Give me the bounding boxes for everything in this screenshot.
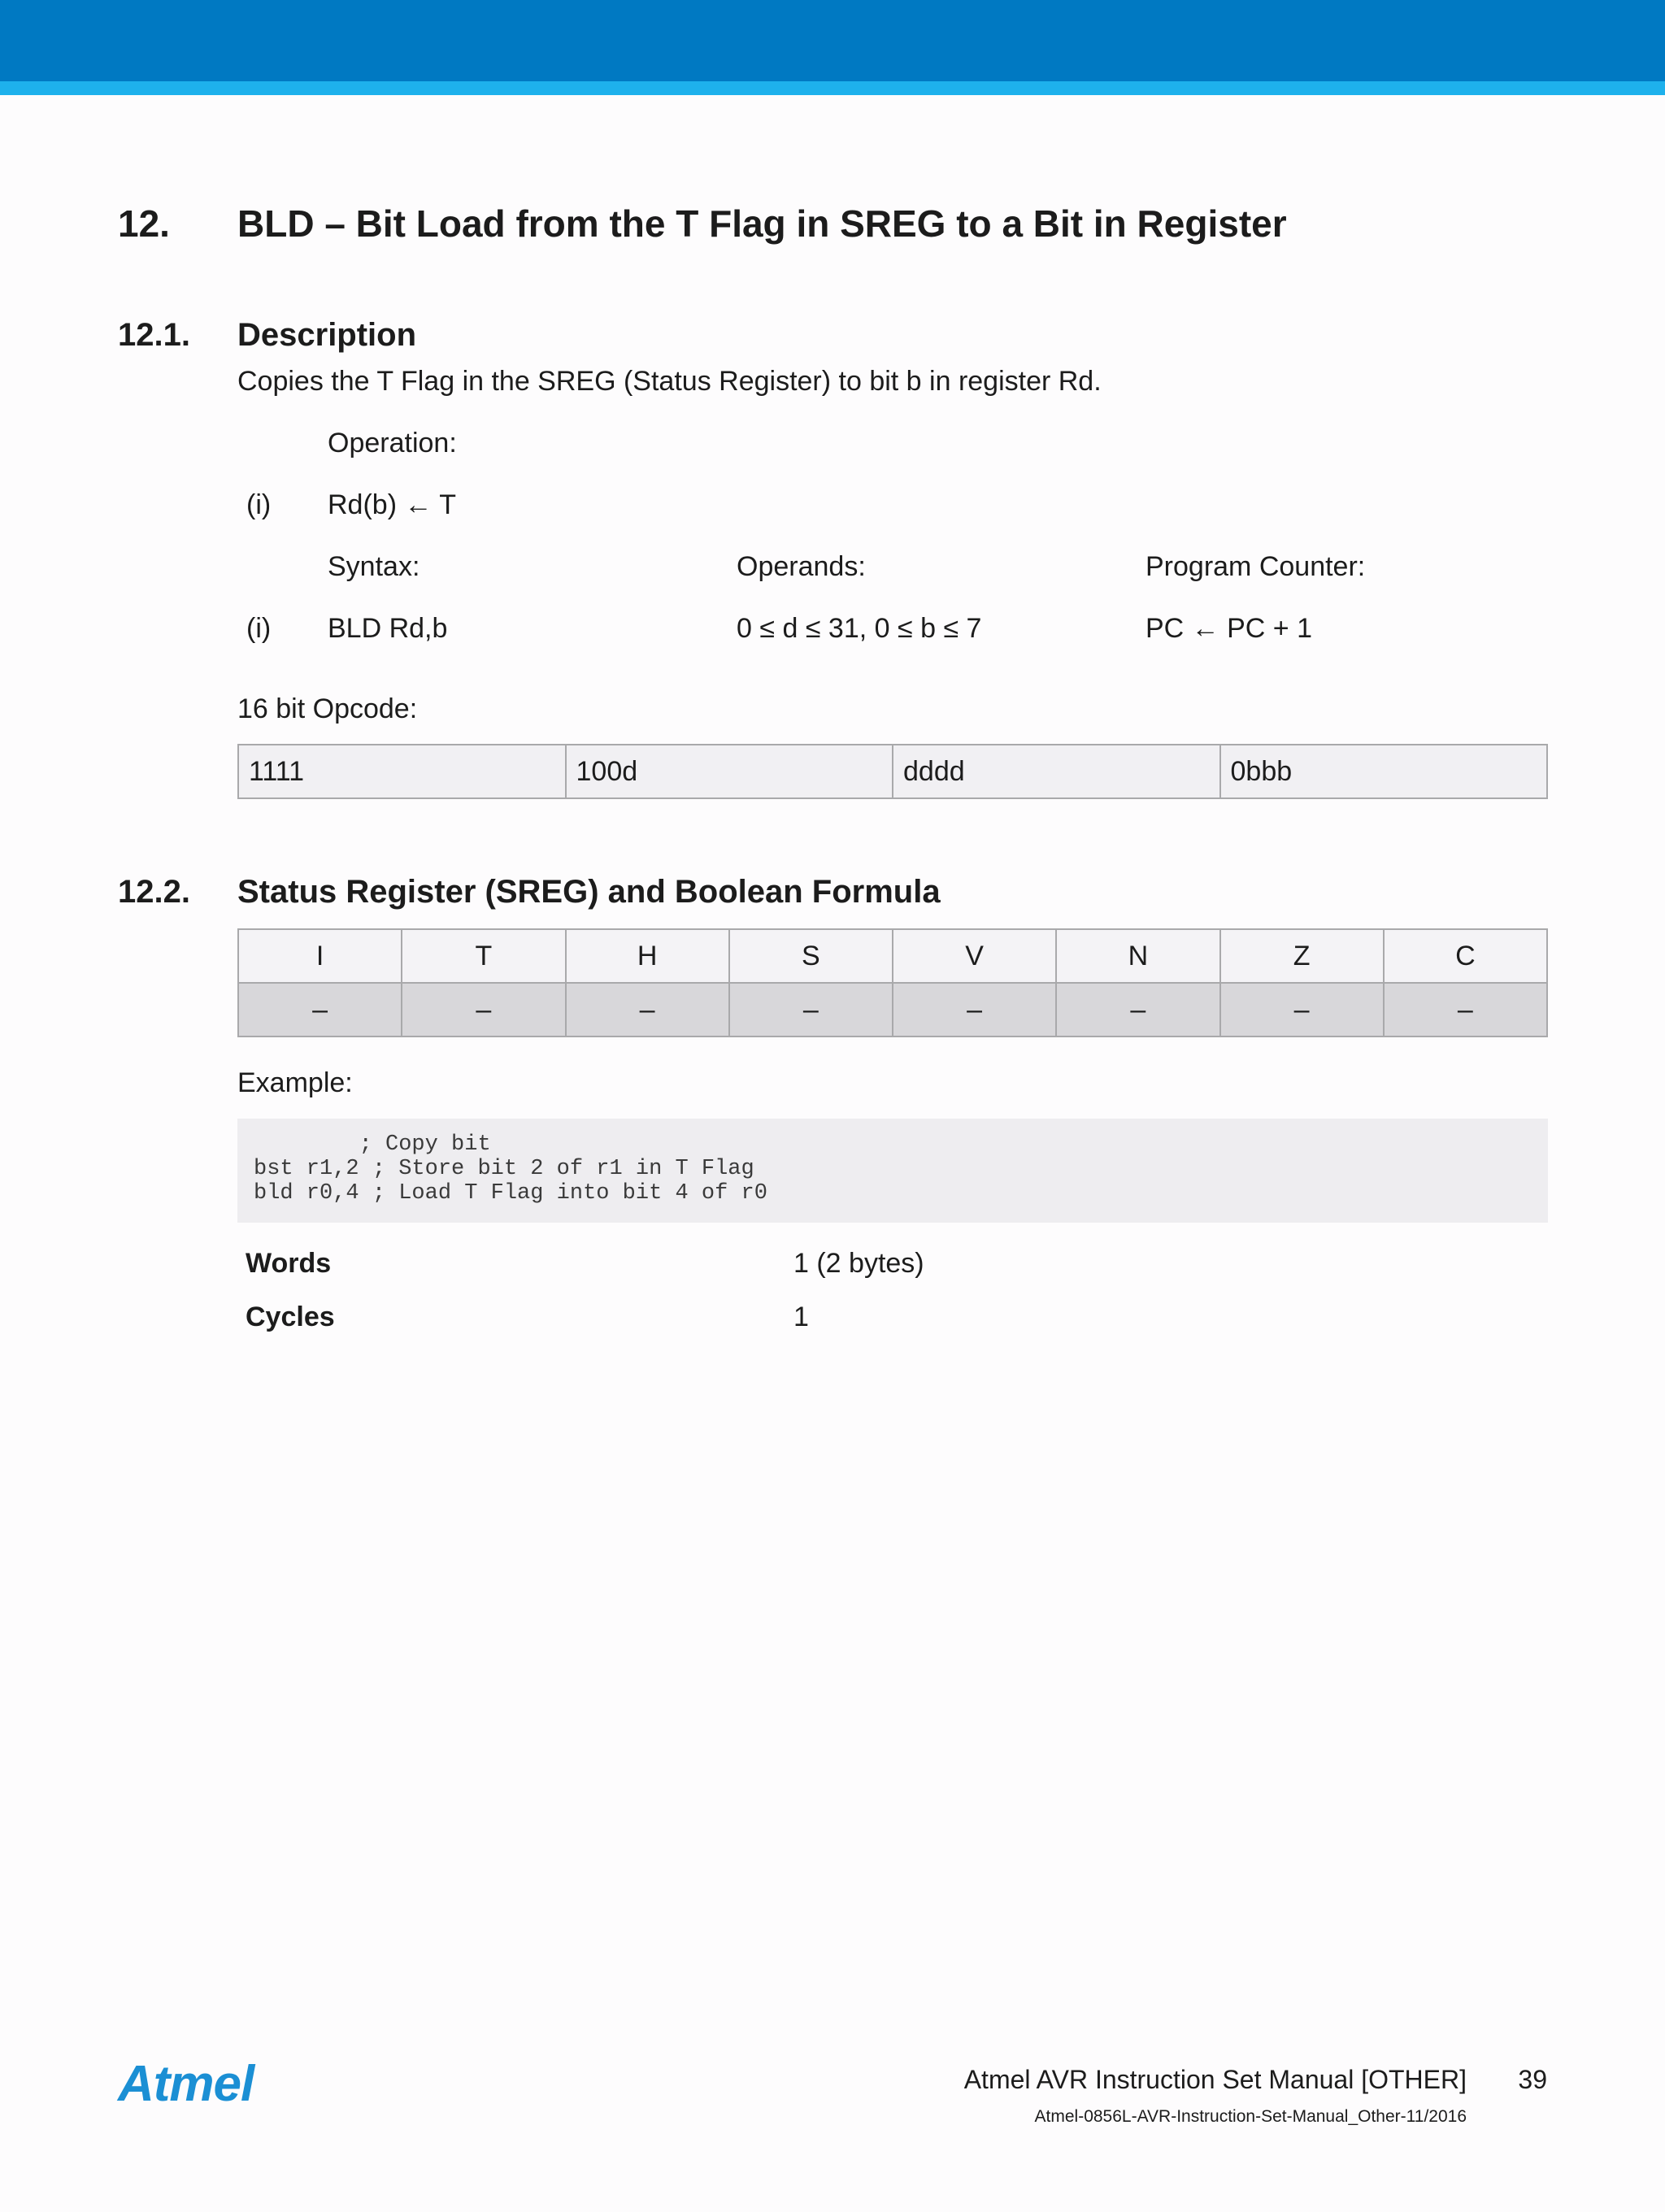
syntax-value: BLD Rd,b (328, 613, 448, 644)
sreg-flag-header: C (1384, 929, 1547, 983)
description-number: 12.1. (118, 317, 190, 353)
sreg-flag-value: – (1220, 983, 1384, 1036)
sreg-flag-value: – (238, 983, 402, 1036)
opcode-cell: 1111 (238, 745, 566, 798)
sreg-flag-header: N (1056, 929, 1219, 983)
code-text: ; Copy bit bst r1,2 ; Store bit 2 of r1 in T Flag bld r0,4 ; Load T Flag into bit 4 of r0 (254, 1132, 767, 1206)
footer-doc-id: Atmel-0856L-AVR-Instruction-Set-Manual_Other-11/2016 (1034, 2107, 1467, 2126)
sreg-flag-value: – (566, 983, 729, 1036)
opcode-table (237, 744, 1548, 799)
sreg-flag-header: H (566, 929, 729, 983)
footer-manual-title: Atmel AVR Instruction Set Manual [OTHER] (963, 2065, 1467, 2094)
opcode-label: 16 bit Opcode: (237, 693, 418, 724)
operands-label: Operands: (737, 551, 866, 582)
sreg-flag-value: – (1056, 983, 1219, 1036)
sreg-flag-value: – (729, 983, 893, 1036)
sreg-flag-header: Z (1220, 929, 1384, 983)
sreg-flag-header: T (402, 929, 565, 983)
opcode-cell: dddd (893, 745, 1220, 798)
sreg-flag-value: – (402, 983, 565, 1036)
sreg-flag-header: S (729, 929, 893, 983)
sreg-table (237, 928, 1548, 1037)
description-text: Copies the T Flag in the SREG (Status Register) to bit b in register Rd. (237, 366, 1102, 397)
opcode-cell: 100d (566, 745, 893, 798)
words-label: Words (246, 1248, 332, 1279)
cycles-value: 1 (793, 1302, 809, 1332)
sreg-flag-header: V (893, 929, 1056, 983)
example-label: Example: (237, 1067, 353, 1098)
header-bar (0, 0, 1665, 81)
operation-formula: Rd(b) ← T (328, 489, 457, 520)
program-counter-value: PC ← PC + 1 (1146, 613, 1313, 644)
sreg-number: 12.2. (118, 874, 190, 910)
description-heading: Description (237, 317, 417, 353)
sreg-flag-value: – (1384, 983, 1547, 1036)
operation-label: Operation: (328, 428, 457, 458)
sreg-flag-value: – (893, 983, 1056, 1036)
syntax-index: (i) (246, 613, 272, 644)
header-accent-strip (0, 81, 1665, 95)
opcode-cell: 0bbb (1220, 745, 1548, 798)
atmel-logo: Atmel (118, 2056, 254, 2112)
page-number: 39 (1518, 2065, 1547, 2094)
section-number: 12. (118, 202, 170, 245)
section-title: BLD – Bit Load from the T Flag in SREG to a Bit in Register (237, 202, 1287, 245)
cycles-label: Cycles (246, 1302, 335, 1332)
sreg-heading: Status Register (SREG) and Boolean Formula (237, 874, 941, 910)
program-counter-label: Program Counter: (1146, 551, 1366, 582)
code-example (237, 1119, 1548, 1223)
words-value: 1 (2 bytes) (793, 1248, 924, 1279)
operands-value: 0 ≤ d ≤ 31, 0 ≤ b ≤ 7 (737, 613, 982, 644)
operation-index: (i) (246, 489, 272, 520)
sreg-flag-header: I (238, 929, 402, 983)
syntax-label: Syntax: (328, 551, 420, 582)
